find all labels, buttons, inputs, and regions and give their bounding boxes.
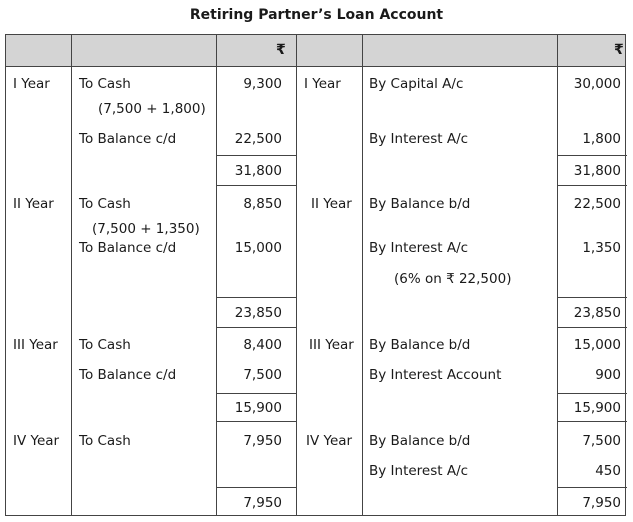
divider: [296, 35, 297, 515]
credit-year: I Year: [304, 76, 341, 92]
total-rule: [557, 185, 627, 186]
debit-particulars: (7,500 + 1,800): [98, 101, 206, 117]
debit-total: 7,950: [243, 495, 282, 511]
debit-amount: 8,400: [243, 337, 282, 353]
debit-amount: 7,500: [243, 367, 282, 383]
credit-total: 31,800: [573, 163, 621, 179]
debit-particulars: To Balance c/d: [79, 367, 177, 383]
debit-total: 15,900: [234, 400, 282, 416]
debit-particulars: To Cash: [79, 76, 131, 92]
credit-year: II Year: [311, 196, 352, 212]
credit-amount: 450: [595, 463, 621, 479]
credit-particulars: By Capital A/c: [369, 76, 464, 92]
divider: [362, 35, 363, 515]
debit-amount: 8,850: [243, 196, 282, 212]
debit-year: III Year: [13, 337, 58, 353]
debit-year: I Year: [13, 76, 50, 92]
total-rule: [557, 421, 627, 422]
total-rule: [557, 393, 627, 394]
debit-particulars: (7,500 + 1,350): [92, 221, 200, 237]
total-rule: [216, 421, 296, 422]
divider: [216, 35, 217, 515]
total-rule: [216, 155, 296, 156]
divider: [71, 35, 72, 515]
total-rule: [557, 487, 627, 488]
total-rule: [557, 327, 627, 328]
credit-particulars: By Balance b/d: [369, 196, 471, 212]
debit-year: IV Year: [13, 433, 60, 449]
debit-particulars: To Balance c/d: [79, 240, 177, 256]
credit-particulars: By Interest A/c: [369, 240, 469, 256]
total-rule: [557, 155, 627, 156]
total-rule: [216, 297, 296, 298]
credit-amount: 30,000: [573, 76, 621, 92]
ledger-header-row: [6, 35, 625, 67]
credit-particulars: By Interest Account: [369, 367, 502, 383]
debit-amount: 15,000: [234, 240, 282, 256]
debit-total: 31,800: [234, 163, 282, 179]
debit-particulars: To Cash: [79, 196, 131, 212]
credit-particulars: By Interest A/c: [369, 131, 469, 147]
loan-account-ledger: [5, 34, 626, 516]
credit-particulars: By Balance b/d: [369, 337, 471, 353]
debit-year: II Year: [13, 196, 54, 212]
credit-amount: 900: [595, 367, 621, 383]
debit-particulars: To Balance c/d: [79, 131, 177, 147]
debit-particulars: To Cash: [79, 337, 131, 353]
credit-total: 7,950: [582, 495, 621, 511]
debit-particulars: To Cash: [79, 433, 131, 449]
debit-rupee-icon: ₹: [276, 42, 286, 58]
total-rule: [216, 393, 296, 394]
debit-total: 23,850: [234, 305, 282, 321]
debit-amount: 9,300: [243, 76, 282, 92]
divider: [557, 35, 558, 515]
credit-particulars: By Balance b/d: [369, 433, 471, 449]
credit-total: 23,850: [573, 305, 621, 321]
credit-rupee-icon: ₹: [614, 42, 624, 58]
total-rule: [557, 297, 627, 298]
debit-amount: 7,950: [243, 433, 282, 449]
total-rule: [216, 185, 296, 186]
debit-amount: 22,500: [234, 131, 282, 147]
credit-amount: 1,350: [582, 240, 621, 256]
credit-year: IV Year: [306, 433, 353, 449]
credit-total: 15,900: [573, 400, 621, 416]
credit-amount: 22,500: [573, 196, 621, 212]
credit-particulars: (6% on ₹ 22,500): [394, 271, 512, 287]
credit-year: III Year: [309, 337, 354, 353]
total-rule: [216, 327, 296, 328]
total-rule: [216, 487, 296, 488]
account-title: Retiring Partner’s Loan Account: [189, 7, 444, 23]
credit-amount: 7,500: [582, 433, 621, 449]
credit-amount: 15,000: [573, 337, 621, 353]
credit-amount: 1,800: [582, 131, 621, 147]
credit-particulars: By Interest A/c: [369, 463, 469, 479]
